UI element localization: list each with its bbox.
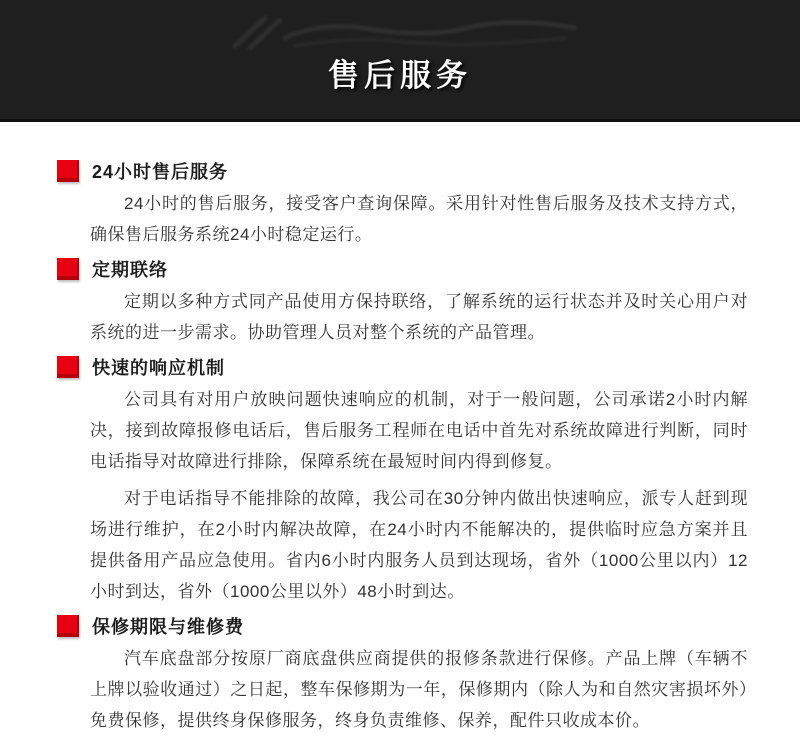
- section-title: 保修期限与维修费: [92, 617, 244, 637]
- section-title: 定期联络: [92, 260, 168, 280]
- section-title: 快速的响应机制: [92, 358, 225, 378]
- red-square-bullet: [57, 615, 79, 637]
- section-heading-row: [57, 256, 748, 282]
- section-heading-row: [57, 354, 748, 380]
- section-paragraph: 公司具有对用户放映问题快速响应的机制，对于一般问题，公司承诺2小时内解决，接到故障报修电话后，售后服务工程师在电话中首先对系统故障进行判断，同时电话指导对故障进行排除，保障系统在最短时间内得到修复。: [90, 390, 748, 471]
- section-rapid-response: [57, 354, 748, 607]
- section-title: 24小时售后服务: [92, 162, 229, 182]
- section-paragraph: 对于电话指导不能排除的故障，我公司在30分钟内做出快速响应，派专人赶到现场进行维护，在2小时内解决故障，在24小时内不能解决的，提供临时应急方案并且提供备用产品应急使用。省内6小时内服务人员到达现场，省外（1000公里以内）12小时到达，省外（1000公里以外）48小时到达。: [90, 489, 748, 601]
- section-warranty-fees: [57, 613, 748, 736]
- section-paragraph: 24小时的售后服务，接受客户查询保障。采用针对性售后服务及技术支持方式，确保售后服务系统24小时稳定运行。: [90, 194, 748, 244]
- section-paragraph: 汽车底盘部分按原厂商底盘供应商提供的报修条款进行保修。产品上牌（车辆不上牌以验收通过）之日起，整车保修期为一年，保修期内（除人为和自然灾害损坏外）免费保修，提供终身保修服务，终身负责维修、保养，配件只收成本价。: [90, 649, 748, 730]
- section-heading-row: [57, 613, 748, 639]
- section-paragraph: 定期以多种方式同产品使用方保持联络，了解系统的运行状态并及时关心用户对系统的进一步需求。协助管理人员对整个系统的产品管理。: [90, 292, 748, 342]
- section-regular-contact: [57, 256, 748, 348]
- section-24h-service: [57, 158, 748, 250]
- header-banner: [0, 0, 800, 122]
- page-title: 售后服务: [328, 58, 472, 93]
- content-area: [0, 122, 800, 741]
- red-square-bullet: [57, 258, 79, 280]
- red-square-bullet: [57, 356, 79, 378]
- red-square-bullet: [57, 160, 79, 182]
- section-heading-row: [57, 158, 748, 184]
